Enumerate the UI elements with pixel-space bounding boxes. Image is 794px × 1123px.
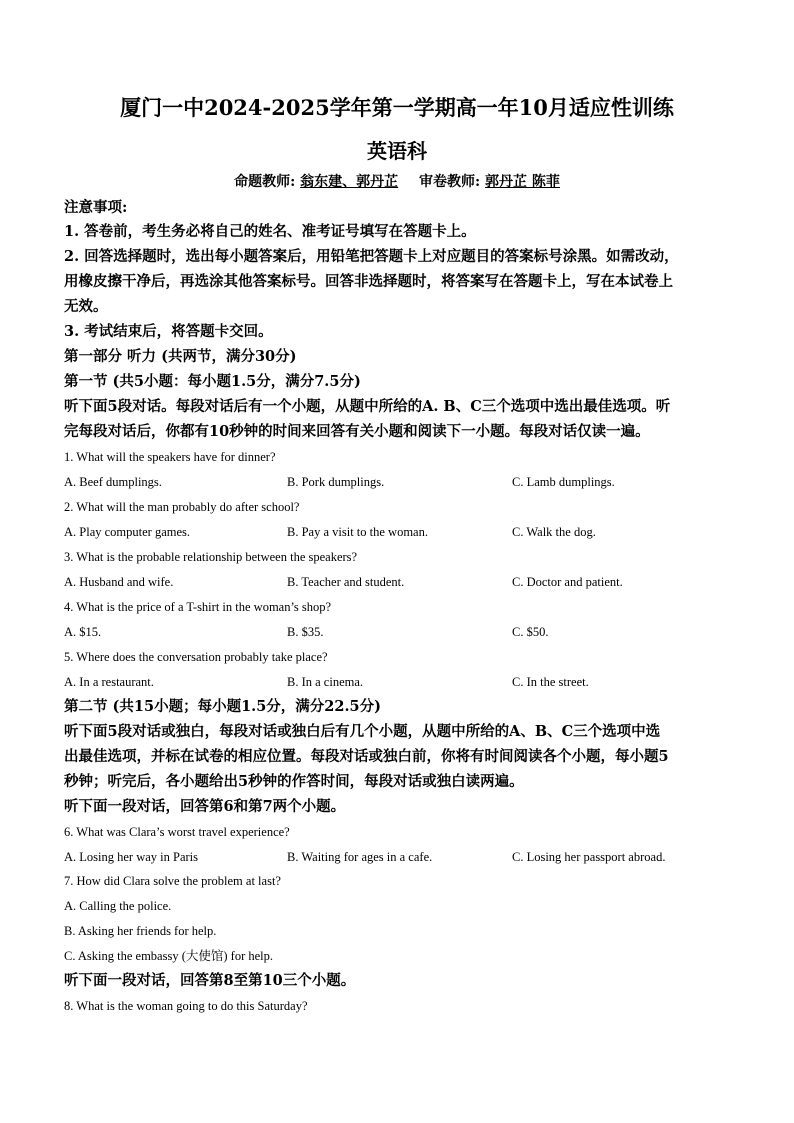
exam-subject: 英语科 [367,139,427,163]
reviewer-label: 审卷教师: [419,174,481,190]
section2-heading: 第二节 (共15小题；每小题1.5分，满分22.5分) [64,698,381,715]
group2-heading: 听下面一段对话，回答第8至第10三个小题。 [64,972,356,989]
option-a: A. $15. [64,625,102,639]
notes-heading: 注意事项: [64,199,128,216]
question-stem: 4. What is the price of a T-shirt in the woman’s shop? [64,600,332,614]
option-b: B. Teacher and student. [287,575,405,589]
setter-names: 翁东建、郭丹芷 [300,174,399,190]
section1-instruction-line-1: 听下面5段对话。每段对话后有一个小题，从题中所给的A. B、C三个选项中选出最佳选项。听 [64,398,671,415]
option-b: B. Asking her friends for help. [64,924,217,938]
note-item-1: 1. 答卷前，考生务必将自己的姓名、准考证号填写在答题卡上。 [64,223,476,240]
option-b: B. $35. [287,625,324,639]
question-stem: 3. What is the probable relationship between the speakers? [64,550,358,564]
option-c: C. Lamb dumplings. [512,475,615,489]
exam-title: 厦门一中2024-2025学年第一学期高一年10月适应性训练 [120,95,674,120]
option-c: C. Doctor and patient. [512,575,623,589]
note-item-2-line-1: 2. 回答选择题时，选出每小题答案后，用铅笔把答题卡上对应题目的答案标号涂黑。如需改动， [64,248,679,265]
group1-heading: 听下面一段对话，回答第6和第7两个小题。 [64,798,346,815]
option-b: B. Waiting for ages in a cafe. [287,850,433,864]
option-b: B. In a cinema. [287,675,364,689]
option-a: A. Play computer games. [64,525,191,539]
section2-instruction-line-2: 出最佳选项，并标在试卷的相应位置。每段对话或独白前，你将有时间阅读各个小题，每小题5 [64,748,669,765]
question-stem: 1. What will the speakers have for dinner? [64,450,276,464]
option-c: C. $50. [512,625,549,639]
option-a: A. Husband and wife. [64,575,174,589]
note-item-3: 3. 考试结束后，将答题卡交回。 [64,323,273,340]
option-a: A. Beef dumplings. [64,475,162,489]
question-stem: 7. How did Clara solve the problem at last? [64,874,281,888]
note-item-2-line-2: 用橡皮擦干净后，再选涂其他答案标号。回答非选择题时，将答案写在答题卡上，写在本试卷上 [64,273,673,290]
question-stem: 8. What is the woman going to do this Saturday? [64,999,308,1013]
note-item-2-line-3: 无效。 [64,298,108,315]
setter-label: 命题教师: [234,174,296,190]
option-c: C. Losing her passport abroad. [512,850,666,864]
option-b: B. Pork dumplings. [287,475,385,489]
question-stem: 5. Where does the conversation probably take place? [64,650,328,664]
section1-instruction-line-2: 完每段对话后，你都有10秒钟的时间来回答有关小题和阅读下一小题。每段对话仅读一遍。 [64,423,650,440]
section2-instruction-line-1: 听下面5段对话或独白，每段对话或独白后有几个小题，从题中所给的A、B、C三个选项中选 [64,723,661,740]
question-stem: 2. What will the man probably do after school? [64,500,300,514]
reviewer-names: 郭丹芷 陈菲 [485,174,560,190]
option-b: B. Pay a visit to the woman. [287,525,428,539]
option-a: A. In a restaurant. [64,675,154,689]
option-c: C. Asking the embassy (大使馆) for help. [64,949,274,963]
option-c: C. Walk the dog. [512,525,596,539]
option-a: A. Calling the police. [64,899,172,913]
section1-heading: 第一节 (共5小题：每小题1.5分，满分7.5分) [64,373,361,390]
option-a: A. Losing her way in Paris [64,850,199,864]
question-stem: 6. What was Clara’s worst travel experience? [64,825,290,839]
section2-instruction-line-3: 秒钟；听完后，各小题给出5秒钟的作答时间，每段对话或独白读两遍。 [64,773,524,790]
teacher-info [0,172,794,192]
part1-heading: 第一部分 听力 (共两节，满分30分) [64,348,297,365]
option-c: C. In the street. [512,675,589,689]
